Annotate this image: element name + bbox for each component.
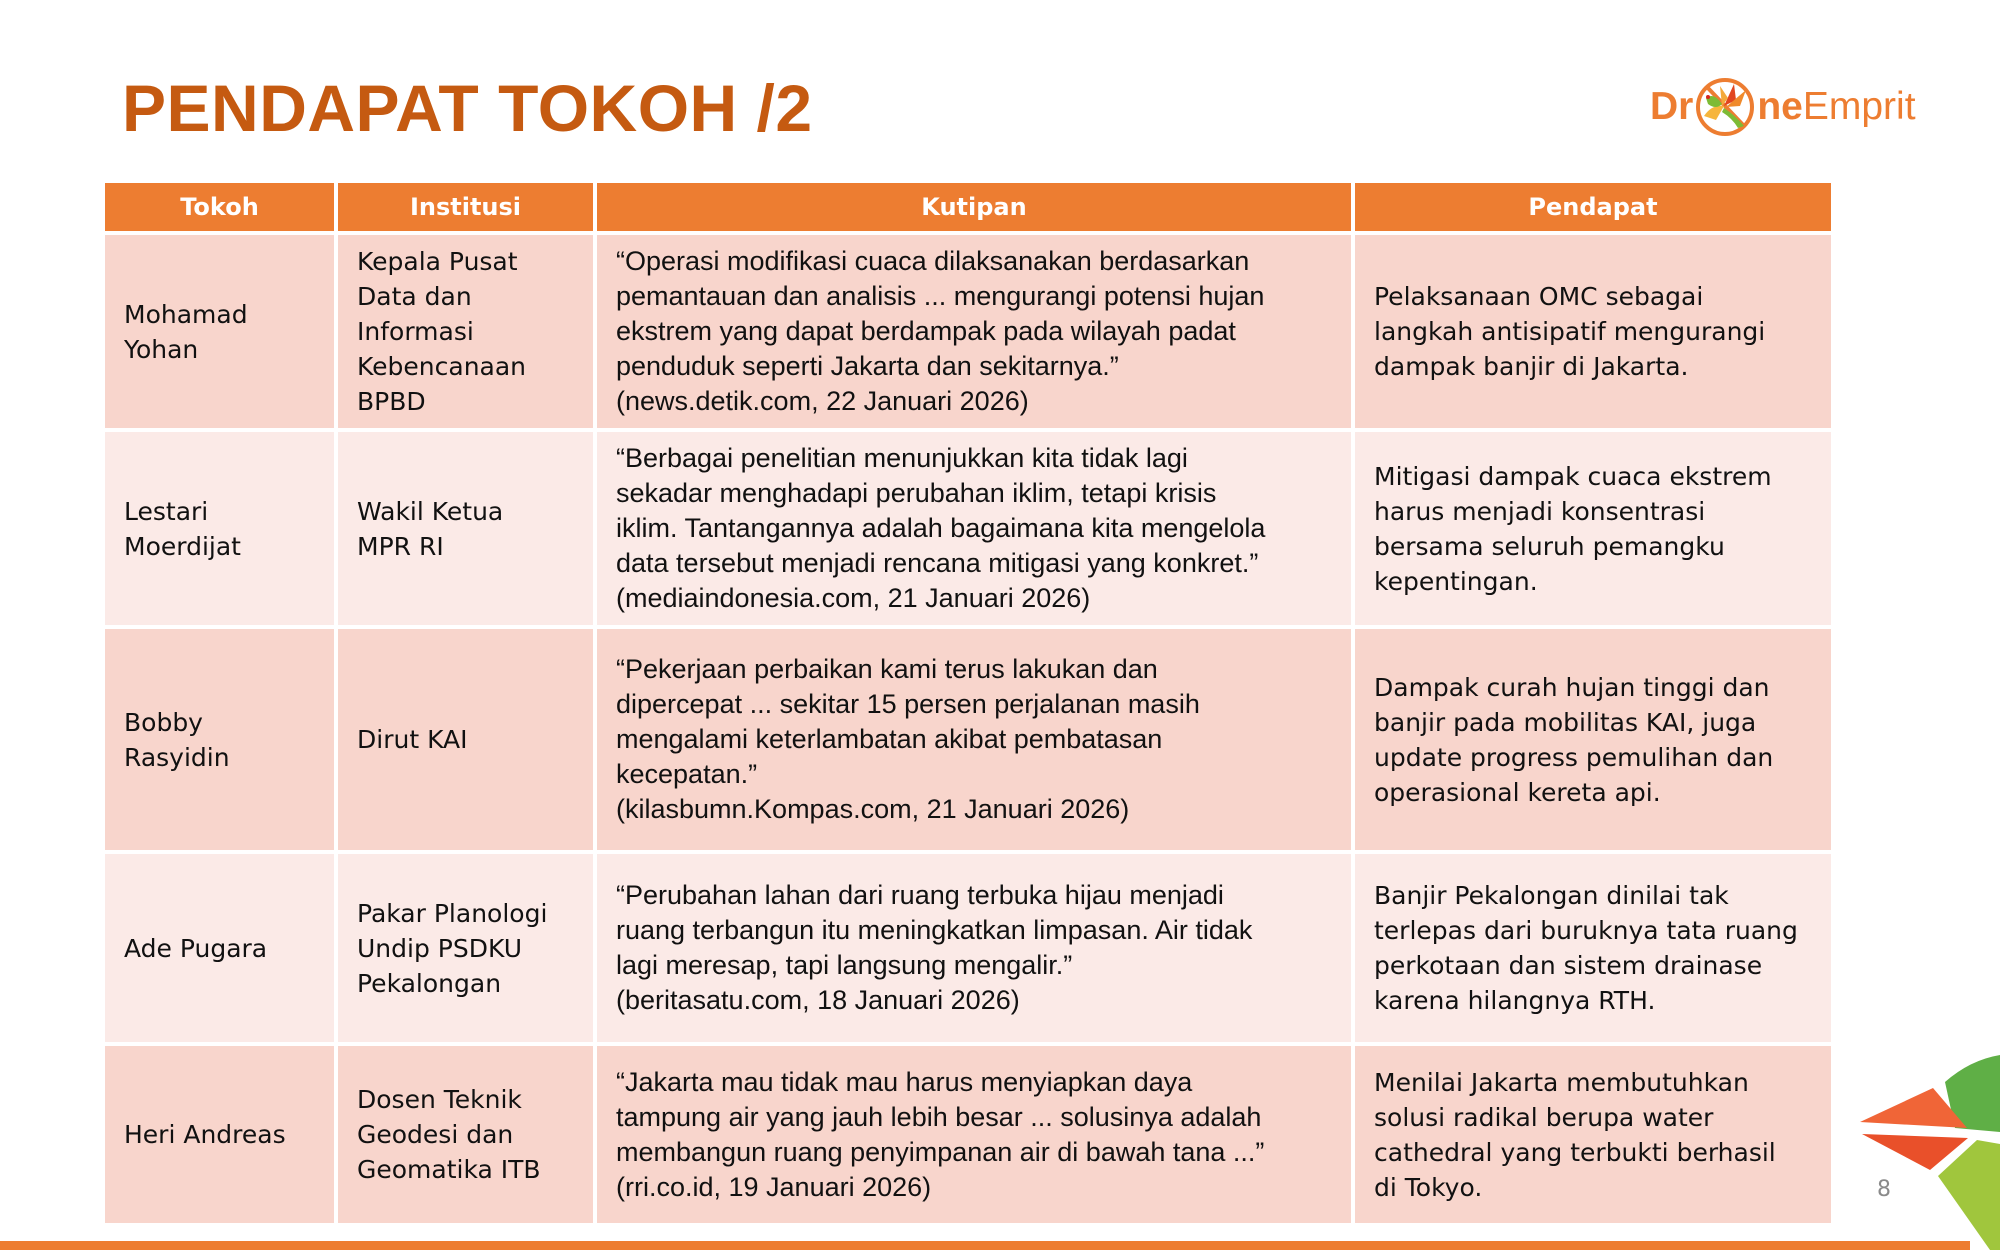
table-row	[105, 1046, 1831, 1223]
drone-emprit-logo	[1650, 72, 1916, 142]
column-header-institusi: Institusi	[338, 183, 593, 231]
cell-institusi: Kepala Pusat Data dan Informasi Kebencanaan BPBD	[338, 235, 593, 428]
table-row	[105, 235, 1831, 428]
table-row	[105, 629, 1831, 850]
deco-lime-shape	[1938, 1140, 2000, 1250]
cell-tokoh: Mohamad Yohan	[105, 235, 334, 428]
cell-institusi: Wakil Ketua MPR RI	[338, 432, 593, 625]
logo-text-ne: ne	[1757, 85, 1803, 128]
table-row	[105, 432, 1831, 625]
column-header-tokoh: Tokoh	[105, 183, 334, 231]
cell-tokoh: Lestari Moerdijat	[105, 432, 334, 625]
tokoh-opinion-table	[101, 179, 1835, 1227]
cell-kutipan: “Pekerjaan perbaikan kami terus lakukan dan dipercepat ... sekitar 15 persen perjalanan masih mengalami keterlambatan akibat pembatasan kecepatan.” (kilasbumn.Kompas.com, 21 Januari 2026)	[597, 629, 1351, 850]
slide-title: PENDAPAT TOKOH /2	[122, 71, 813, 145]
footer-bar	[0, 1241, 1970, 1250]
table-row	[105, 854, 1831, 1042]
cell-kutipan: “Perubahan lahan dari ruang terbuka hijau menjadi ruang terbangun itu meningkatkan limpasan. Air tidak lagi meresap, tapi langsung mengalir.” (beritasatu.com, 18 Januari 2026)	[597, 854, 1351, 1042]
cell-kutipan: “Berbagai penelitian menunjukkan kita tidak lagi sekadar menghadapi perubahan iklim, tetapi krisis iklim. Tantangannya adalah bagaimana kita mengelola data tersebut menjadi rencana mitigasi yang konkret.” (mediaindonesia.com, 21 Januari 2026)	[597, 432, 1351, 625]
logo-text-emprit: Emprit	[1802, 85, 1916, 128]
cell-tokoh: Bobby Rasyidin	[105, 629, 334, 850]
cell-pendapat: Menilai Jakarta membutuhkan solusi radikal berupa water cathedral yang terbukti berhasil di Tokyo.	[1355, 1046, 1831, 1223]
logo-text-dr: Dr	[1650, 85, 1694, 128]
column-header-kutipan: Kutipan	[597, 183, 1351, 231]
cell-pendapat: Banjir Pekalongan dinilai tak terlepas dari buruknya tata ruang perkotaan dan sistem drainase karena hilangnya RTH.	[1355, 854, 1831, 1042]
cell-institusi: Dirut KAI	[338, 629, 593, 850]
cell-kutipan: “Jakarta mau tidak mau harus menyiapkan daya tampung air yang jauh lebih besar ... solusinya adalah membangun ruang penyimpanan air di bawah tana ...” (rri.co.id, 19 Januari 2026)	[597, 1046, 1351, 1223]
page-number: 8	[1877, 1177, 1891, 1202]
cell-tokoh: Heri Andreas	[105, 1046, 334, 1223]
column-header-pendapat: Pendapat	[1355, 183, 1831, 231]
cell-kutipan: “Operasi modifikasi cuaca dilaksanakan berdasarkan pemantauan dan analisis ... mengurangi potensi hujan ekstrem yang dapat berdampak pada wilayah padat penduduk seperti Jakarta dan sekitarnya.” (news.detik.com, 22 Januari 2026)	[597, 235, 1351, 428]
cell-pendapat: Pelaksanaan OMC sebagai langkah antisipatif mengurangi dampak banjir di Jakarta.	[1355, 235, 1831, 428]
cell-pendapat: Dampak curah hujan tinggi dan banjir pada mobilitas KAI, juga update progress pemulihan dan operasional kereta api.	[1355, 629, 1831, 850]
table-header-row	[105, 183, 1831, 231]
bird-circle-icon	[1694, 76, 1756, 138]
cell-pendapat: Mitigasi dampak cuaca ekstrem harus menjadi konsentrasi bersama seluruh pemangku kepentingan.	[1355, 432, 1831, 625]
cell-institusi: Pakar Planologi Undip PSDKU Pekalongan	[338, 854, 593, 1042]
corner-decoration-icon	[1840, 1040, 2000, 1250]
cell-tokoh: Ade Pugara	[105, 854, 334, 1042]
cell-institusi: Dosen Teknik Geodesi dan Geomatika ITB	[338, 1046, 593, 1223]
